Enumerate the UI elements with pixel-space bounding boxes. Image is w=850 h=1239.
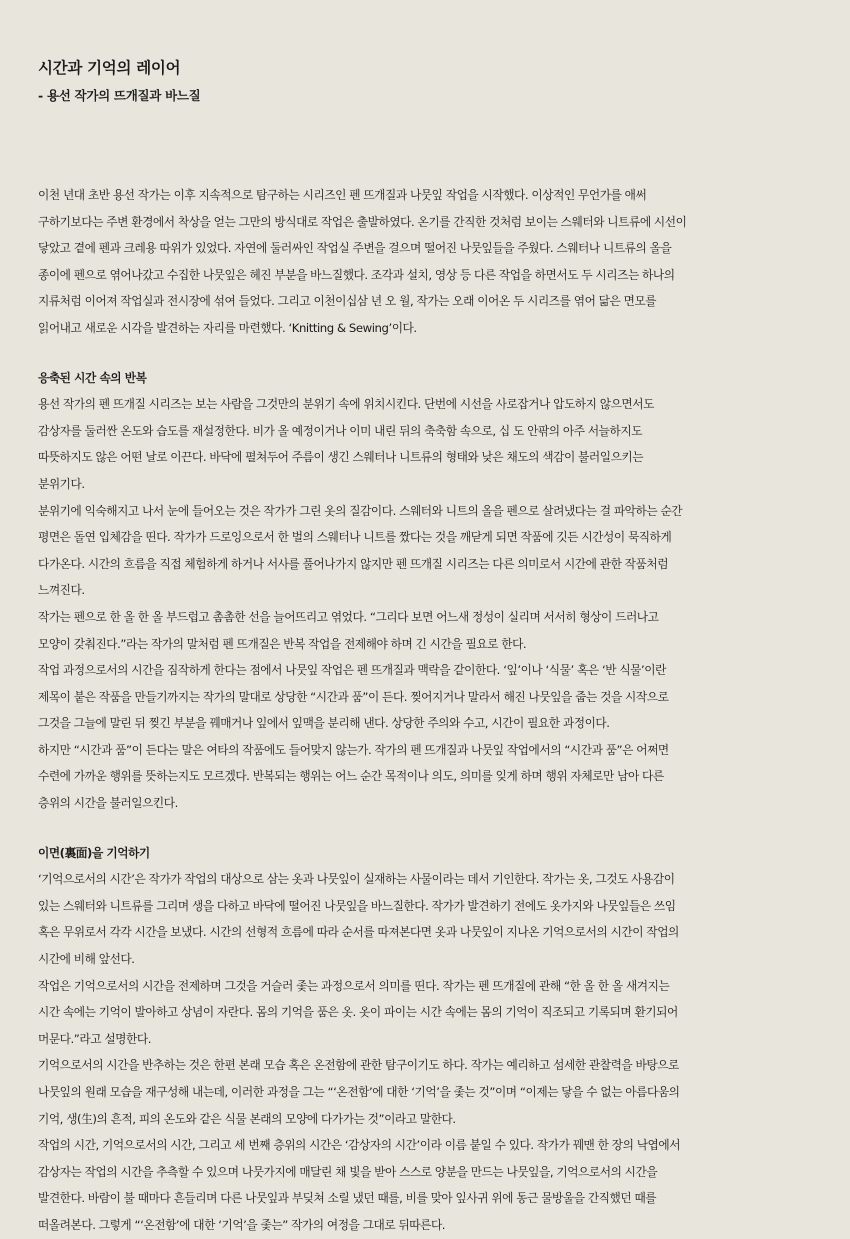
text-line: 나뭇잎의 원래 모습을 재구성해 내는데, 이러한 과정을 그는 “‘온전함’에 대한 ‘기억’을 좇는 것”이며 “이제는 닿을 수 없는 아름다움의 xyxy=(38,1085,680,1099)
text-line: 하지만 “시간과 품”이 든다는 말은 여타의 작품에도 들어맞지 않는가. 작가의 펜 뜨개질과 나뭇잎 작업에서의 “시간과 품”은 어쩌면 xyxy=(38,742,669,757)
section-repetition xyxy=(38,365,828,817)
intro-paragraph xyxy=(38,182,828,342)
text-line: 작업의 시간, 기억으로서의 시간, 그리고 세 번째 층위의 시간은 ‘감상자의 시간’이라 이름 붙일 수 있다. 작가가 꿰맨 한 장의 낙엽에서 xyxy=(38,1138,681,1153)
text-line: 구하기보다는 주변 환경에서 착상을 얻는 그만의 방식대로 작업은 출발하였다. 온기를 간직한 것처럼 보이는 스웨터와 니트류에 시선이 xyxy=(38,214,687,229)
text-line: 분위기에 익숙해지고 나서 눈에 들어오는 것은 작가가 그린 옷의 질감이다. 스웨터와 니트의 올을 펜으로 살려냈다는 걸 파악하는 순간 xyxy=(38,503,683,518)
text-line: 작업 과정으로서의 시간을 짐작하게 한다는 점에서 나뭇잎 작업은 펜 뜨개질과 맥락을 같이한다. ‘잎’이나 ‘식물’ 혹은 ‘반 식물’이란 xyxy=(38,663,666,678)
text-line: 떠올려본다. 그렇게 “‘온전함’에 대한 ‘기억’을 좇는” 작가의 여정을 그대로 뒤따른다. xyxy=(38,1217,446,1232)
document-body xyxy=(38,182,828,1239)
text-line: 작업은 기억으로서의 시간을 전제하며 그것을 거슬러 좇는 과정으로서 의미를 띤다. 작가는 펜 뜨개질에 관해 “한 올 한 올 새겨지는 xyxy=(38,978,670,993)
text-line: 발견한다. 바람이 불 때마다 흔들리며 다른 나뭇잎과 부딪쳐 소릴 냈던 때를, 비를 맞아 잎사귀 위에 동근 물방울을 간직했던 때를 xyxy=(38,1191,657,1206)
text-line: 혹은 무위로서 각각 시간을 보냈다. 시간의 선형적 흐름에 따라 순서를 따져본다면 옷과 나뭇잎이 지나온 기억으로서의 시간이 작업의 xyxy=(38,925,679,940)
text-line: 머문다.”라고 설명한다. xyxy=(38,1031,151,1046)
text-line: 다가온다. 시간의 흐름을 직접 체험하게 하거나 서사를 풀어나가지 않지만 펜 뜨개질 시리즈는 다른 의미로서 시간에 관한 작품처럼 xyxy=(38,556,669,571)
text-line: 닿았고 곁에 펜과 크레용 따위가 있었다. 자연에 둘러싸인 작업실 주변을 걸으며 떨어진 나뭇잎들을 주웠다. 스웨터나 니트류의 올을 xyxy=(38,241,672,256)
document-title: 시간과 기억의 레이어 xyxy=(38,59,181,77)
section-memory xyxy=(38,840,828,1239)
text-line: 시간에 비해 앞선다. xyxy=(38,952,135,967)
text-line: 층위의 시간을 불러일으킨다. xyxy=(38,796,178,811)
text-line: 감상자를 둘러싼 온도와 습도를 재설정한다. 비가 올 예정이거나 이미 내린 뒤의 축축함 속으로, 십 도 안팎의 아주 서늘하지도 xyxy=(38,423,643,438)
text-line: ‘기억으로서의 시간’은 작가가 작업의 대상으로 삼는 옷과 나뭇잎이 실재하는 사물이라는 데서 기인한다. 작가는 옷, 그것도 사용감이 xyxy=(38,872,675,887)
text-line: 작가는 펜으로 한 올 한 올 부드럽고 촘촘한 선을 늘어뜨리고 엮었다. “그리다 보면 어느새 정성이 실리며 서서히 형상이 드러나고 xyxy=(38,609,659,624)
text-line: 읽어내고 새로운 시각을 발견하는 자리를 마련했다. ‘Knitting & Sewing’이다. xyxy=(38,320,417,335)
text-line: 모양이 갖춰진다.”라는 작가의 말처럼 펜 뜨개질은 반복 작업을 전제해야 하며 긴 시간을 필요로 한다. xyxy=(38,636,527,651)
section-heading: 응축된 시간 속의 반복 xyxy=(38,370,147,385)
text-line: 지류처럼 이어져 작업실과 전시장에 섞여 들었다. 그리고 이천이십삼 년 오 월, 작가는 오래 이어온 두 시리즈를 엮어 닮은 면모를 xyxy=(38,294,657,309)
text-line: 분위기다. xyxy=(38,476,85,491)
text-line: 제목이 붙은 작품을 만들기까지는 작가의 말대로 상당한 “시간과 품”이 든다. 찢어지거나 말라서 해진 나뭇잎을 줍는 것을 시작으로 xyxy=(38,689,669,704)
text-line: 평면은 돌연 입체감을 띤다. 작가가 드로잉으로서 한 벌의 스웨터나 니트를 짰다는 것을 깨닫게 되면 작품에 깃든 시간성이 묵직하게 xyxy=(38,530,672,545)
text-line: 종이에 펜으로 엮어나갔고 수집한 나뭇잎은 헤진 부분을 바느질했다. 조각과 설치, 영상 등 다른 작업을 하면서도 두 시리즈는 하나의 xyxy=(38,267,675,282)
text-line: 시간 속에는 기억이 발아하고 상념이 자란다. 몸의 기억을 품은 옷. 옷이 파이는 시간 속에는 몸의 기억이 직조되고 기록되며 환기되어 xyxy=(38,1005,678,1020)
text-line: 그것을 그늘에 말린 뒤 찢긴 부분을 꿰매거나 잎에서 잎맥을 분리해 낸다. 상당한 주의와 수고, 시간이 필요한 과정이다. xyxy=(38,716,610,731)
text-line: 감상자는 작업의 시간을 추측할 수 있으며 나뭇가지에 매달린 채 빛을 받아 스스로 양분을 만드는 나뭇잎을, 기억으로서의 시간을 xyxy=(38,1164,658,1179)
text-line: 용선 작가의 펜 뜨개질 시리즈는 보는 사람을 그것만의 분위기 속에 위치시킨다. 단번에 시선을 사로잡거나 압도하지 않으면서도 xyxy=(38,397,654,412)
text-line: 느껴진다. xyxy=(38,583,85,598)
section-heading: 이면(裏面)을 기억하기 xyxy=(38,845,150,860)
document-subtitle: - 용선 작가의 뜨개질과 바느질 xyxy=(38,88,201,103)
text-line: 이천 년대 초반 용선 작가는 이후 지속적으로 탐구하는 시리즈인 펜 뜨개질과 나뭇잎 작업을 시작했다. 이상적인 무언가를 애써 xyxy=(38,188,647,202)
text-line: 수련에 가까운 행위를 뜻하는지도 모르겠다. 반복되는 행위는 어느 순간 목적이나 의도, 의미를 잊게 하며 행위 자체로만 남아 다른 xyxy=(38,769,664,784)
text-line: 기억, 생(生)의 흔적, 피의 온도와 같은 식물 본래의 모양에 다가가는 것”이라고 말한다. xyxy=(38,1111,456,1126)
text-line: 있는 스웨터와 니트류를 그리며 생을 다하고 바닥에 떨어진 나뭇잎을 바느질한다. 작가가 발견하기 전에도 옷가지와 나뭇잎들은 쓰임 xyxy=(38,898,676,913)
text-line: 따뜻하지도 않은 어떤 날로 이끈다. 바닥에 펼쳐두어 주름이 생긴 스웨터나 니트류의 형태와 낮은 채도의 색감이 불러일으키는 xyxy=(38,450,644,465)
text-line: 기억으로서의 시간을 반추하는 것은 한편 본래 모습 혹은 온전함에 관한 탐구이기도 하다. 작가는 예리하고 섬세한 관찰력을 바탕으로 xyxy=(38,1058,679,1073)
